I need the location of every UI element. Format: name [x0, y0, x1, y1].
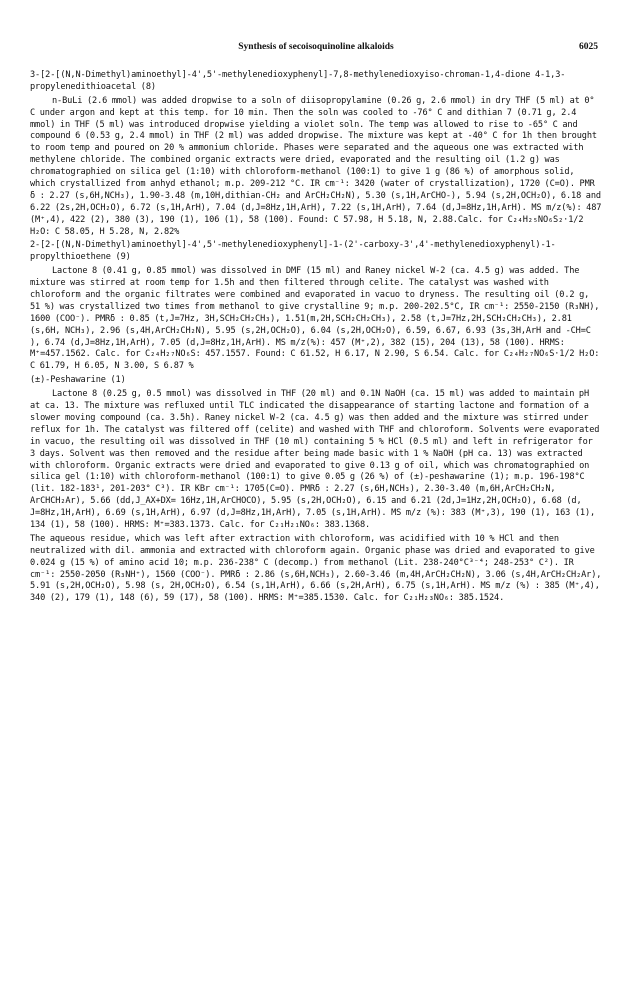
- running-head: [30, 42, 602, 58]
- compound-8-procedure: n-BuLi (2.6 mmol) was added dropwise to a soln of diisopropylamine (0.26 g, 2.6 mmol) in dry THF (5 ml) at 0° C under argon and kept at this temp. for 10 min. Then the soln was cooled to -76° C and dithian 7 (0.71 g, 2.4 mmol) in THF (5 ml) was introduced dropwise yielding a violet soln. The temp was allowed to rise to -65° C and compound 6 (0.53 g, 2.4 mmol) in THF (2 ml) was added dropwise. The mixture was kept at -40° C for 1h then brought to room temp and poured on 20 % ammonium chloride. Phases were separated and the aqueous one was extracted with methylene chloride. The combined organic extracts were dried, evaporated and the resulting oil (1.2 g) was chromatographied on silica gel (1:10) with chloroform-methanol (100:1) to give 1 g (86 %) of amorphous solid, which crystallized from anhyd ethanol; m.p. 209-212 °C. IR cm⁻¹: 3420 (water of crystallization), 1720 (C=O). PMR δ : 2.27 (s,6H,NCH₃), 1.90-3.48 (m,10H,dithian-CH₂ and ArCH₂CH₂N), 5.30 (s,1H,ArCHO-), 5.94 (s,2H,OCH₂O), 6.18 and 6.22 (2s,2H,OCH₂O), 6.72 (s,1H,ArH), 7.04 (d,J=8Hz,1H,ArH), 7.22 (s,1H,ArH), 7.64 (d,J=8Hz,1H,ArH). MS m/z(%): 487 (M⁺,4), 422 (2), 380 (3), 190 (1), 106 (1), 58 (100). Found: C 57.98, H 5.18, N, 2.88.Calc. for C₂₄H₂₅NO₆S₂·1/2 H₂O: C 58.05, H 5.28, N, 2.82%: [30, 95, 606, 237]
- running-head-title: Synthesis of secoisoquinoline alkaloids: [238, 42, 394, 52]
- page-number: 6025: [579, 42, 598, 52]
- peshawarine-heading: (±)-Peshawarine (1): [30, 375, 126, 386]
- peshawarine-procedure: Lactone 8 (0.25 g, 0.5 mmol) was dissolved in THF (20 ml) and 0.1N NaOH (ca. 15 ml) was added to maintain pH at ca. 13. The mixture was refluxed until TLC indicated the disappearance of starting lactone and formation of a slower moving compound (ca. 3.5h). Raney nickel W-2 (ca. 4.5 g) was then added and the mixture was stirred under reflux for 1h. The catalyst was filtered off (celite) and washed with THF and chloroform. Solvents were evaporated in vacuo, the resulting oil was dissolved in THF (10 ml) containing 5 % HCl (0.5 ml) and left in refrigerator for 3 days. Solvent was then removed and the residue after being made basic with 1 % NaOH (pH ca. 13) was extracted with chloroform. Organic extracts were dried and evaporated to give 0.13 g of oil, which was chromatographied on silica gel (1:10) with chloroform-methanol (100:1) to give 0.05 g (26 %) of (±)-peshawarine (1); m.p. 196-198°C (lit. 182-183¹, 201-203° C³). IR KBr cm⁻¹: 1705(C=O). PMRδ : 2.27 (s,6H,NCH₃), 2.30-3.40 (m,6H,ArCH₂CH₂N, ArCHCH₂Ar), 5.66 (dd,J_AX+DX= 16Hz,1H,ArCHOCO), 5.95 (s,2H,OCH₂O), 6.15 and 6.21 (2d,J=1Hz,2H,OCH₂O), 6.68 (d, J=8Hz,1H,ArH), 6.69 (s,1H,ArH), 6.97 (d,J=8Hz,1H,ArH), 7.05 (s,1H,ArH). MS m/z (%): 383 (M⁺,3), 190 (1), 163 (1), 134 (1), 58 (100). HRMS: M⁺=383.1373. Calc. for C₂₁H₂₁NO₆: 383.1368.: [30, 389, 604, 530]
- compound-9-procedure: Lactone 8 (0.41 g, 0.85 mmol) was dissolved in DMF (15 ml) and Raney nickel W-2 (ca. 4.5 g) was added. The mixture was stirred at room temp for 1.5h and then filtered through celite. The catalyst was washed with chloroform and the organic filtrates were combined and evaporated in vacuo to dryness. The resulting oil (0.2 g, 51 %) was crystallized two times from methanol to give crystalline 9; m.p. 200-202.5°C, IR cm⁻¹: 2550-2150 (R₃NH), 1600 (COO⁻). PMRδ : 0.85 (t,J=7Hz, 3H,SCH₂CH₂CH₃), 1.51(m,2H,SCH₂CH₂CH₃), 2.58 (t,J=7Hz,2H,SCH₂CH₂CH₃), 2.81 (s,6H, NCH₃), 2.96 (s,4H,ArCH₂CH₂N), 5.95 (s,2H,OCH₂O), 6.04 (s,2H,OCH₂O), 6.59, 6.67, 6.93 (3s,3H,ArH and -CH=C ), 6.74 (d,J=8Hz,1H,ArH), 7.05 (d,J=8Hz,1H,ArH). MS m/z(%): 457 (M⁺,2), 382 (15), 204 (13), 58 (100). HRMS: M⁺=457.1562. Calc. for C₂₄H₂₇NO₆S: 457.1557. Found: C 61.52, H 6.17, N 2.90, S 6.54. Calc. for C₂₄H₂₇NO₆S·1/2 H₂O: C 61.79, H 6.05, N 3.00, S 6.87 %: [30, 266, 604, 372]
- amino-acid-10-procedure: The aqueous residue, which was left after extraction with chloroform, was acidified with 10 % HCl and then neutralized with dil. ammonia and extracted with chloroform again. Organic phase was dried and evaporated to give 0.024 g (15 %) of amino acid 10; m.p. 236-238° C (decomp.) from methanol (Lit. 238-240°C³⁻⁴; 248-253° C²). IR cm⁻¹: 2550-2050 (R₃NH⁺), 1560 (COO⁻). PMRδ : 2.86 (s,6H,NCH₃), 2.60-3.46 (m,4H,ArCH₂CH₂N), 3.06 (s,4H,ArCH₂CH₂Ar), 5.91 (s,2H,OCH₂O), 5.98 (s, 2H,OCH₂O), 6.54 (s,1H,ArH), 6.66 (s,2H,ArH), 6.75 (s,1H,ArH). MS m/z (%) : 385 (M⁺,4), 340 (2), 179 (1), 148 (6), 59 (17), 58 (100). HRMS: M⁺=385.1530. Calc. for C₂₁H₂₃NO₆: 385.1524.: [30, 533, 606, 604]
- compound-9-heading: 2-[2-[(N,N-Dimethyl)aminoethyl]-4',5'-methylenedioxyphenyl]-1-(2'-carboxy-3',4'-methylenedioxyphenyl)-1-propylthioethene (9): [30, 240, 556, 263]
- experimental-section: [30, 70, 606, 605]
- compound-8-heading: 3-[2-[(N,N-Dimethyl)aminoethyl]-4',5'-methylenedioxyphenyl]-7,8-methylenedioxyiso-chroman-1,4-dione 4-1,3-propylenedithioacetal (8): [30, 70, 566, 92]
